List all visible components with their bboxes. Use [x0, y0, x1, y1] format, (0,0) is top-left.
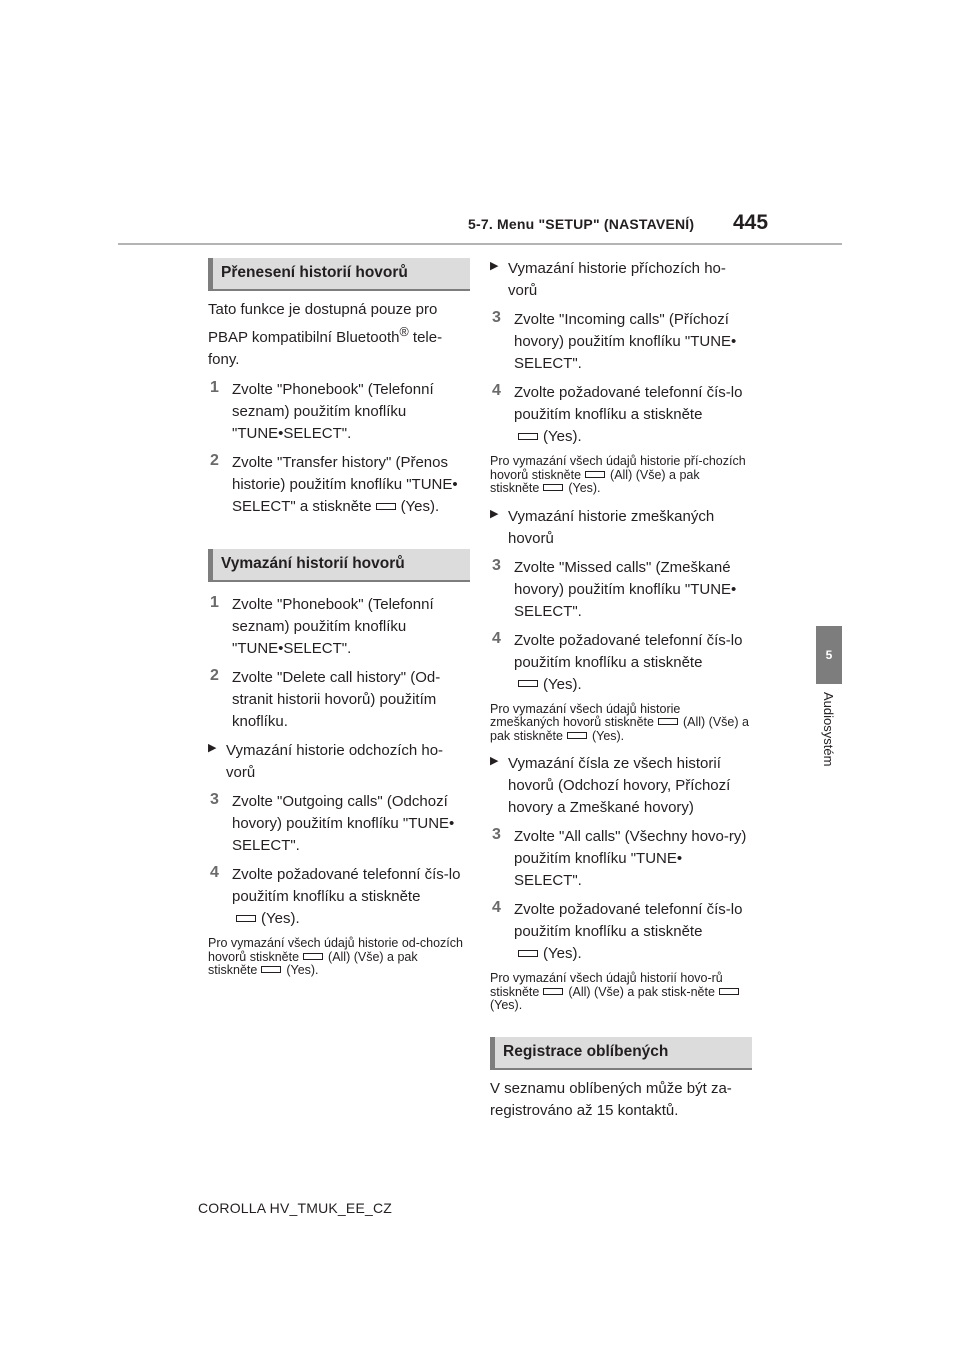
step-text: Zvolte požadované telefonní čís-lo použitím knoflíku a stiskněte (Yes). — [514, 901, 743, 962]
step-text: Zvolte "Delete call history" (Od-stranit historii hovorů) použitím knoflíku. — [232, 669, 441, 730]
step — [490, 630, 752, 696]
step — [208, 594, 470, 660]
step-text: Zvolte požadované telefonní čís-lo použitím knoflíku a stiskněte (Yes). — [232, 866, 461, 927]
step-text: Zvolte "Missed calls" (Zmeškané hovory) použitím knoflíku "TUNE• SELECT". — [514, 558, 737, 620]
step-text: Zvolte "Incoming calls" (Příchozí hovory) použitím knoflíku "TUNE• SELECT". — [514, 311, 737, 372]
screen-button-icon — [518, 950, 538, 957]
step-text: Zvolte "Transfer history" (Přenos historie) použitím knoflíku "TUNE• SELECT" a stiskněte (Yes). — [232, 454, 458, 515]
arrow-right-icon: ▶ — [490, 755, 499, 767]
heading-favorites: Registrace oblíbených — [490, 1037, 752, 1070]
step-text: Zvolte "Outgoing calls" (Odchozí hovory) použitím knoflíku "TUNE• SELECT". — [232, 793, 455, 854]
step — [490, 826, 752, 892]
step-number: 3 — [492, 556, 501, 574]
step-number: 3 — [210, 791, 219, 808]
step-number: 2 — [210, 667, 219, 684]
step-text: Zvolte požadované telefonní čís-lo použitím knoflíku a stiskněte (Yes). — [514, 384, 743, 445]
screen-button-icon — [518, 433, 538, 440]
step — [208, 379, 470, 445]
step — [208, 667, 470, 733]
note: Pro vymazání všech údajů historie pří-chozích hovorů stiskněte (All) (Vše) a pak stiskněte (Yes). — [490, 454, 746, 495]
arrow-right-icon: ▶ — [208, 742, 217, 754]
step-number: 4 — [492, 382, 501, 399]
subsection-title: Vymazání historie odchozích ho-vorů — [226, 742, 444, 781]
step-number: 4 — [210, 864, 219, 881]
chapter-tab — [816, 626, 842, 684]
screen-button-icon — [585, 471, 605, 478]
screen-button-icon — [236, 915, 256, 922]
screen-button-icon — [518, 680, 538, 687]
right-column — [490, 258, 752, 1122]
step — [208, 864, 470, 930]
registered-mark: ® — [399, 325, 409, 339]
arrow-right-icon: ▶ — [490, 507, 499, 520]
step — [208, 791, 470, 857]
subsection-incoming — [490, 258, 752, 302]
chapter-name: Audiosystém — [821, 692, 837, 767]
favorites-text: V seznamu oblíbených může být za-registrováno až 15 kontaktů. — [490, 1079, 732, 1119]
transfer-intro: Tato funkce je dostupná pouze pro PBAP kompatibilní Bluetooth® tele-fony. — [208, 301, 443, 368]
screen-button-icon — [543, 484, 563, 491]
step — [490, 309, 752, 375]
section-title: 5-7. Menu "SETUP" (NASTAVENÍ) — [468, 216, 695, 232]
screen-button-icon — [376, 503, 396, 510]
note: Pro vymazání všech údajů historií hovo-rů stiskněte (All) (Vše) a pak stisk-něte(Yes). — [490, 972, 752, 1013]
step — [208, 452, 470, 518]
model-code: COROLLA HV_TMUK_EE_CZ — [198, 1200, 393, 1216]
step-text: Zvolte "Phonebook" (Telefonní seznam) použitím knoflíku "TUNE•SELECT". — [232, 381, 434, 442]
subsection-title: Vymazání čísla ze všech historií hovorů (Odchozí hovory, Příchozí hovory a Zmeškané hovory) — [508, 755, 731, 816]
arrow-right-icon: ▶ — [490, 260, 499, 272]
page-number: 445 — [733, 211, 769, 234]
note: Pro vymazání všech údajů historie zmeškaných hovorů stiskněte (All) (Vše) a pak stiskněte (Yes). — [490, 701, 749, 743]
step-text: Zvolte "Phonebook" (Telefonní seznam) použitím knoflíku "TUNE•SELECT". — [232, 596, 434, 657]
screen-button-icon — [719, 988, 739, 995]
subsection-title: Vymazání historie zmeškaných hovorů — [508, 507, 715, 547]
step-number: 1 — [210, 379, 219, 396]
step-number: 4 — [492, 629, 501, 647]
subsection-all — [490, 753, 752, 819]
subsection-outgoing — [208, 740, 470, 784]
header-divider — [118, 243, 842, 245]
heading-transfer-history: Přenesení historií hovorů — [208, 258, 470, 291]
screen-button-icon — [658, 718, 678, 725]
step-number: 3 — [492, 826, 501, 843]
screen-button-icon — [303, 953, 323, 960]
step — [490, 899, 752, 965]
step-number: 1 — [210, 594, 219, 611]
left-column — [208, 258, 470, 988]
step-text: Zvolte "All calls" (Všechny hovo-ry) použitím knoflíku "TUNE• SELECT". — [514, 828, 747, 889]
step-number: 3 — [492, 309, 501, 326]
chapter-number: 5 — [825, 648, 833, 662]
step-text: Zvolte požadované telefonní čís-lo použitím knoflíku a stiskněte (Yes). — [514, 631, 743, 693]
note: Pro vymazání všech údajů historie od-chozích hovorů stiskněte (All) (Vše) a pak stiskněte (Yes). — [208, 936, 463, 977]
subsection-missed — [490, 506, 752, 550]
screen-button-icon — [567, 732, 587, 739]
step — [490, 557, 752, 623]
heading-delete-history: Vymazání historií hovorů — [208, 549, 470, 582]
screen-button-icon — [261, 966, 281, 973]
screen-button-icon — [543, 988, 563, 995]
step-number: 4 — [492, 899, 501, 916]
subsection-title: Vymazání historie příchozích ho-vorů — [508, 260, 726, 299]
step-number: 2 — [210, 452, 219, 469]
step — [490, 382, 752, 448]
